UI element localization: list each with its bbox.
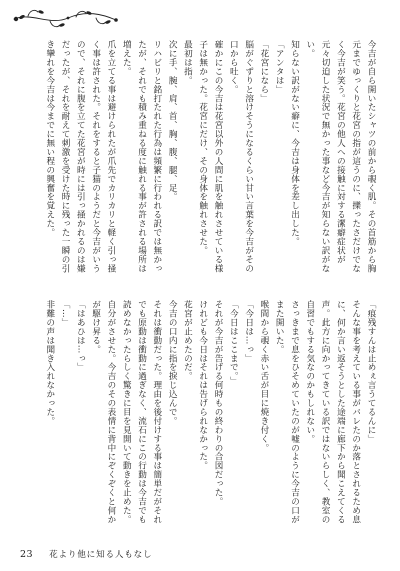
page-number: 23 [20, 549, 34, 560]
lower-text-block: 「痕残すんは止めぇ言うてるんに」 そんな事を考えている事がバレたのか落とされるため息に、何か言い返そうとした途端に廊下から聞こえてくる声。此方に向かってきている訳ではないらしく、教室の自習でもする気なのかもしれない。 さっきまで息をひそめていたのが嘘のように今吉の口がまた開いた。 喉間から覗く赤い舌が目に焼き付く。 「今日は…っ」 「今日はここまで。」 それが今吉が告げる何時もの終わりの合図だった。 けれども今日はそれは告げられなかった。 花宮が止めたのだ。 今吉の口内に指を捩じ込んで。 それは衝動だった。理由を後付けする事は簡単だがそれでも原動は衝動に過ぎなく、流石にこの行動は今吉でも読めなかったらしく驚きに目を見開いて動きを止めた。 自分がさせた。今吉のその表情に背中にぞくぞくと何かが駆け昇る。 「はあひは…っ」 「…」 非難の声は聞き入れなかった。 [44, 300, 376, 524]
page-footer [20, 548, 152, 560]
floral-ornament-icon [10, 6, 120, 32]
upper-text-block: 今吉が自ら開いたシャツの前から覗く肌。その首筋から胸元までゆっくりと花宮の指が這うのに、擽ったさだけでなく今吉が笑う。花宮の他人への接触に対する潔癖症状が元々切迫した状況で無かった事など今吉が知らない訳がない。 知らない訳がない癖に、今吉は身体を差し出した。 「アンタは」 「花宮になら」 脳がぐずりと溶けそうになるくらい甘い言葉を今吉がその口から吐く。 確かにこの今吉は花宮以外の人間に肌を触れさせている様子は無かった。花宮にだけ、その身体を触れさせた。 最初は指。 次に手、腕、肩、首、胸、腹、腿、足。 リハビリと銘打たれた行為は頻繁に行われる訳では無かったが、それでも積み重ねる度に触れる事が許される場所は増えた。 爪を立てる事は避けられたが爪先でカリカリと軽く引っ掻く事は許された。それをすると子猫のようだと今吉がいうので、それに腹を立てた花宮が時には引っ掻かれるのは嫌だったが、それを耐えて刺激を受けた時に残った一瞬の引き攣れを今吉は今までに無い程の興奮を覚えた。 [44, 40, 376, 273]
book-title: 花より他に知る人もなし [49, 550, 153, 560]
